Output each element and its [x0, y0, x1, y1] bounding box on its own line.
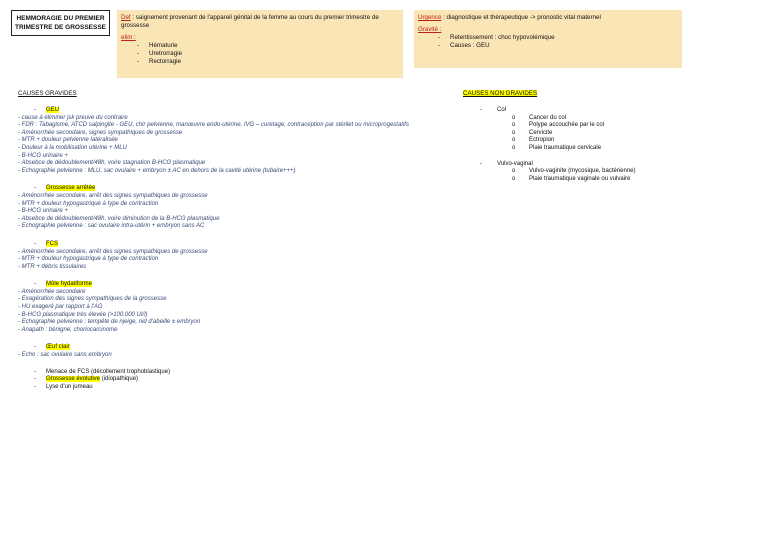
- list-item: o Cancer du col: [512, 114, 567, 121]
- list-item: - FDR : Tabagisme, ATCD salpingite - GEU, chir pelvienne, manœuvre endo-utérine, IVG – curetage, contraception par stérilet ou microprogestatifs: [18, 122, 409, 129]
- list-item: - Echo : sac ovulaire sans embryon: [18, 352, 112, 359]
- list-item: - Absebce de dédoublement/48h, voire diminution de la B-HCG plasmatique: [18, 215, 220, 222]
- list-item: - Hématurie: [137, 42, 178, 49]
- fcs-details: [18, 249, 458, 272]
- fcs-heading: - FCS: [34, 240, 58, 247]
- grossesse-arretee-details: [18, 193, 458, 231]
- vulvo-list: [480, 168, 750, 183]
- gravite-list: [418, 34, 678, 50]
- list-item: - MTR + douleur hypogastrique à type de contraction: [18, 256, 159, 263]
- list-item: - Retentissement : choc hypovolémique: [438, 34, 555, 41]
- list-item: - Uretrorragie: [137, 50, 183, 57]
- list-item: o Plaie traumatique vaginale ou vulvaire: [512, 175, 631, 182]
- col-heading: - Col: [480, 107, 507, 113]
- definition-box: [117, 10, 403, 78]
- mole-details: [18, 289, 458, 335]
- page-title: HEMMORAGIE DU PREMIER TRIMESTRE DE GROSSESSE: [11, 10, 110, 36]
- list-item: - Echographie pelvienne : MLU, sac ovulaire + embryon ± AC en dehors de la cavité utérine (tubaire+++): [18, 167, 296, 174]
- geu-heading: - GEU: [34, 107, 60, 113]
- list-item: o Vulvo-vaginite (mycosique, bactérienne): [512, 168, 636, 175]
- def-text: : saignement provenant de l'appareil génital de la femme au cours du premier trimestre de grossesse: [121, 14, 379, 29]
- mole-heading: - Môle hydatiforme: [34, 281, 93, 288]
- list-item: - B-HCG urinaire +: [18, 208, 68, 215]
- gravite-label: Gravité :: [418, 26, 442, 33]
- list-item: - Grossesse évolutive (idiopathique): [34, 376, 139, 383]
- urgence-box: [414, 10, 682, 68]
- list-item: - Echographie pelvienne : tempête de njeige, nid d'abeille ± embryon: [18, 319, 201, 326]
- causes-non-gravides-content: [480, 107, 750, 183]
- causes-gravides-content: [18, 107, 458, 391]
- list-item: - HU exageré par rapport à l'AG: [18, 304, 103, 311]
- list-item: - Aménorrhée secondaire, arrêt des signes sympathiques de grossesse: [18, 248, 208, 255]
- list-item: - MTR + douleur hypogastrique à type de contraction: [18, 200, 159, 207]
- list-item: o Plaie traumatique cervicale: [512, 144, 602, 151]
- vulvo-heading: - Vulvo-vaginal: [480, 160, 533, 167]
- list-item: - B-HCG plasmatique très élevée (>100.000 UI/l): [18, 311, 148, 318]
- list-item: - Rectorragie: [137, 58, 181, 65]
- urgence-desc: : diagnostique et thérapeutique -> pronostic vital maternel: [441, 14, 601, 21]
- elim-label: elim :: [121, 34, 136, 41]
- oeuf-clair-heading: - Œuf clair: [34, 344, 70, 351]
- def-label: Def: [121, 14, 131, 21]
- causes-gravides-header: CAUSES GRAVIDES: [18, 90, 77, 97]
- list-item: o Cervicite: [512, 129, 553, 136]
- list-item: - Menace de FCS (décollement trophoblastique): [34, 368, 171, 375]
- definition-text: [121, 14, 399, 30]
- list-item: - Absebce de dédoublement/48h, voire stagnation B-HCG plasmatique: [18, 160, 206, 167]
- elim-list: [121, 42, 399, 66]
- list-item: - Douleur à la mobilisation utérine + MLU: [18, 144, 127, 151]
- list-item: - Echographie pelvienne : sac ovulaire intra-utérin + embryon sans AC: [18, 223, 205, 230]
- list-item: - Causes : GEU: [438, 42, 490, 49]
- other-causes-list: [18, 369, 458, 392]
- list-item: o Polype accouchée par le col: [512, 122, 605, 129]
- list-item: o Ectropion: [512, 137, 555, 144]
- list-item: - B-HCG urinaire +: [18, 152, 68, 159]
- oeuf-clair-details: [18, 352, 458, 360]
- urgence-label: Urgence: [418, 14, 442, 21]
- grossesse-arretee-heading: - Grossesse arrêtée: [34, 185, 96, 192]
- list-item: - cause à éliminer jsk preuve du contraire: [18, 114, 128, 121]
- list-item: - Aménorrhée secondaire, arrêt des signes sympathiques de grossesse: [18, 192, 208, 199]
- list-item: - MTR + débris tissulaires: [18, 263, 87, 270]
- list-item: - Anapath : bénigne, choriocarcinome: [18, 326, 118, 333]
- list-item: - Lyse d'un jumeau: [34, 383, 93, 390]
- causes-non-gravides-header: CAUSES NON GRAVIDES: [463, 90, 538, 97]
- list-item: - MTR + douleur pelvienne latéralisée: [18, 137, 118, 144]
- list-item: - Exagération des signes sympathiques de la grossesse: [18, 296, 167, 303]
- geu-details: [18, 115, 458, 176]
- col-list: [480, 115, 750, 153]
- list-item: - Aménorrhée secondaire, signes sympathiques de grossesse: [18, 129, 183, 136]
- list-item: - Aménorrhée secondaire: [18, 288, 86, 295]
- urgence-text: [418, 14, 678, 22]
